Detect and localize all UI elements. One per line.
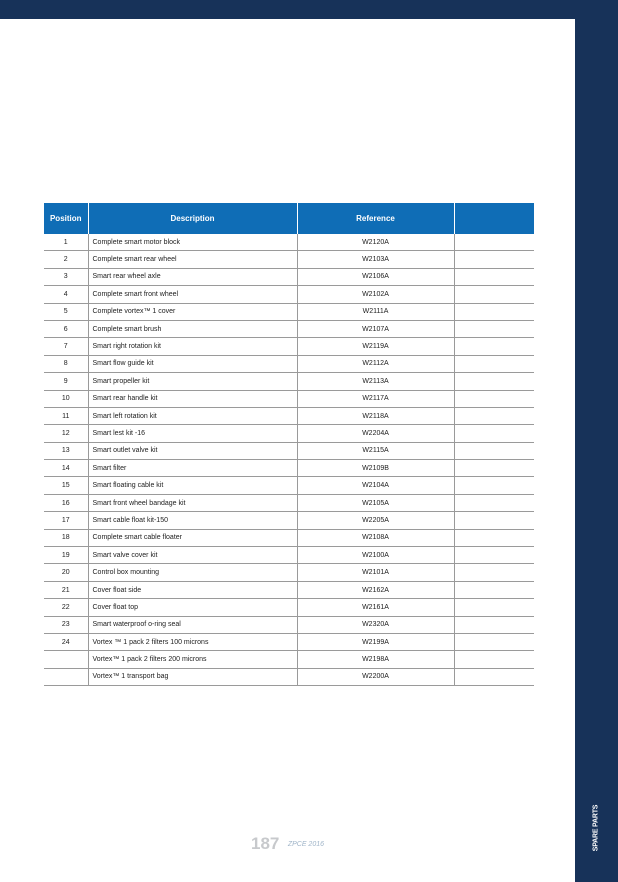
description-cell: Vortex ™ 1 pack 2 filters 100 microns	[88, 633, 297, 650]
extra-cell	[454, 460, 534, 477]
reference-cell: W2115A	[297, 442, 454, 459]
description-cell: Smart valve cover kit	[88, 547, 297, 564]
description-cell: Complete vortex™ 1 cover	[88, 303, 297, 320]
reference-cell: W2101A	[297, 564, 454, 581]
extra-cell	[454, 477, 534, 494]
description-cell: Control box mounting	[88, 564, 297, 581]
position-cell	[44, 668, 88, 685]
edition-label: ZPCE 2016	[287, 840, 324, 848]
description-cell: Cover float side	[88, 581, 297, 598]
reference-cell: W2200A	[297, 668, 454, 685]
description-cell: Smart filter	[88, 460, 297, 477]
extra-cell	[454, 494, 534, 511]
header-reference: Reference	[297, 203, 454, 234]
reference-cell: W2198A	[297, 651, 454, 668]
position-cell: 1	[44, 234, 88, 251]
description-cell: Smart waterproof o-ring seal	[88, 616, 297, 633]
description-cell: Smart left rotation kit	[88, 407, 297, 424]
table-row	[44, 338, 534, 355]
reference-cell: W2113A	[297, 373, 454, 390]
table-row	[44, 460, 534, 477]
position-cell: 17	[44, 512, 88, 529]
position-cell: 4	[44, 286, 88, 303]
header-extra	[454, 203, 534, 234]
header-description: Description	[88, 203, 297, 234]
side-bar	[575, 0, 618, 882]
description-cell: Complete smart front wheel	[88, 286, 297, 303]
reference-cell: W2204A	[297, 425, 454, 442]
position-cell: 9	[44, 373, 88, 390]
description-cell: Complete smart cable floater	[88, 529, 297, 546]
position-cell: 5	[44, 303, 88, 320]
position-cell: 11	[44, 407, 88, 424]
description-cell: Smart rear handle kit	[88, 390, 297, 407]
position-cell: 16	[44, 494, 88, 511]
position-cell: 7	[44, 338, 88, 355]
table-row	[44, 599, 534, 616]
reference-cell: W2111A	[297, 303, 454, 320]
extra-cell	[454, 581, 534, 598]
page-footer	[0, 834, 575, 854]
table-row	[44, 616, 534, 633]
extra-cell	[454, 633, 534, 650]
position-cell: 15	[44, 477, 88, 494]
extra-cell	[454, 547, 534, 564]
position-cell: 6	[44, 320, 88, 337]
table-row	[44, 547, 534, 564]
table-row	[44, 668, 534, 685]
extra-cell	[454, 616, 534, 633]
table-row	[44, 407, 534, 424]
description-cell: Smart rear wheel axle	[88, 268, 297, 285]
reference-cell: W2162A	[297, 581, 454, 598]
position-cell: 19	[44, 547, 88, 564]
description-cell: Smart front wheel bandage kit	[88, 494, 297, 511]
extra-cell	[454, 668, 534, 685]
extra-cell	[454, 599, 534, 616]
reference-cell: W2105A	[297, 494, 454, 511]
extra-cell	[454, 425, 534, 442]
header-position: Position	[44, 203, 88, 234]
description-cell: Complete smart rear wheel	[88, 251, 297, 268]
description-cell: Smart lest kit -16	[88, 425, 297, 442]
extra-cell	[454, 529, 534, 546]
position-cell: 8	[44, 355, 88, 372]
position-cell: 10	[44, 390, 88, 407]
table-row	[44, 425, 534, 442]
table-row	[44, 268, 534, 285]
position-cell: 2	[44, 251, 88, 268]
table-row	[44, 320, 534, 337]
page-number: 187	[250, 834, 280, 853]
position-cell: 21	[44, 581, 88, 598]
extra-cell	[454, 234, 534, 251]
reference-cell: W2107A	[297, 320, 454, 337]
extra-cell	[454, 407, 534, 424]
description-cell: Smart flow guide kit	[88, 355, 297, 372]
table-row	[44, 442, 534, 459]
reference-cell: W2119A	[297, 338, 454, 355]
position-cell: 23	[44, 616, 88, 633]
extra-cell	[454, 286, 534, 303]
description-cell: Complete smart brush	[88, 320, 297, 337]
table-row	[44, 512, 534, 529]
reference-cell: W2118A	[297, 407, 454, 424]
spare-parts-table	[44, 203, 534, 686]
position-cell: 18	[44, 529, 88, 546]
extra-cell	[454, 373, 534, 390]
table-header-row	[44, 203, 534, 234]
reference-cell: W2112A	[297, 355, 454, 372]
description-cell: Vortex™ 1 transport bag	[88, 668, 297, 685]
description-cell: Smart floating cable kit	[88, 477, 297, 494]
description-cell: Cover float top	[88, 599, 297, 616]
table-row	[44, 564, 534, 581]
table-row	[44, 633, 534, 650]
reference-cell: W2106A	[297, 268, 454, 285]
table-row	[44, 581, 534, 598]
position-cell: 3	[44, 268, 88, 285]
table-row	[44, 286, 534, 303]
table-row	[44, 651, 534, 668]
position-cell: 24	[44, 633, 88, 650]
table-row	[44, 234, 534, 251]
reference-cell: W2100A	[297, 547, 454, 564]
description-cell: Smart cable float kit-150	[88, 512, 297, 529]
extra-cell	[454, 512, 534, 529]
reference-cell: W2117A	[297, 390, 454, 407]
position-cell	[44, 651, 88, 668]
extra-cell	[454, 355, 534, 372]
reference-cell: W2205A	[297, 512, 454, 529]
table-row	[44, 251, 534, 268]
description-cell: Smart propeller kit	[88, 373, 297, 390]
reference-cell: W2109B	[297, 460, 454, 477]
description-cell: Smart right rotation kit	[88, 338, 297, 355]
table-row	[44, 390, 534, 407]
reference-cell: W2108A	[297, 529, 454, 546]
reference-cell: W2103A	[297, 251, 454, 268]
extra-cell	[454, 442, 534, 459]
reference-cell: W2104A	[297, 477, 454, 494]
position-cell: 12	[44, 425, 88, 442]
position-cell: 22	[44, 599, 88, 616]
reference-cell: W2199A	[297, 633, 454, 650]
description-cell: Vortex™ 1 pack 2 filters 200 microns	[88, 651, 297, 668]
table-row	[44, 477, 534, 494]
extra-cell	[454, 390, 534, 407]
position-cell: 20	[44, 564, 88, 581]
extra-cell	[454, 303, 534, 320]
reference-cell: W2320A	[297, 616, 454, 633]
position-cell: 14	[44, 460, 88, 477]
top-bar	[0, 0, 618, 19]
extra-cell	[454, 320, 534, 337]
table-row	[44, 355, 534, 372]
extra-cell	[454, 564, 534, 581]
table-row	[44, 373, 534, 390]
reference-cell: W2102A	[297, 286, 454, 303]
reference-cell: W2120A	[297, 234, 454, 251]
extra-cell	[454, 268, 534, 285]
table-row	[44, 494, 534, 511]
extra-cell	[454, 338, 534, 355]
table-row	[44, 303, 534, 320]
position-cell: 13	[44, 442, 88, 459]
extra-cell	[454, 651, 534, 668]
table-row	[44, 529, 534, 546]
description-cell: Complete smart motor block	[88, 234, 297, 251]
reference-cell: W2161A	[297, 599, 454, 616]
section-label: SPARE PARTS	[592, 804, 600, 852]
description-cell: Smart outlet valve kit	[88, 442, 297, 459]
extra-cell	[454, 251, 534, 268]
